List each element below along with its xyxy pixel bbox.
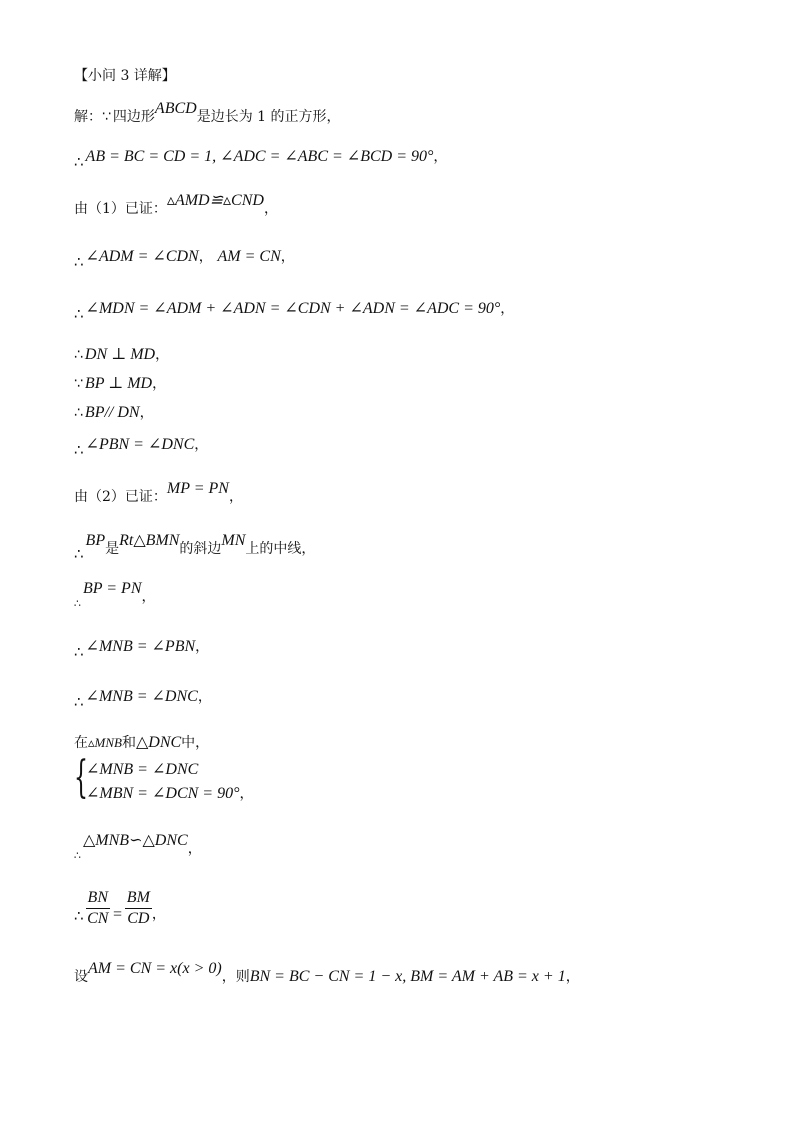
text: ，则 <box>221 969 250 985</box>
text: 是 <box>105 541 120 557</box>
line-12 <box>74 580 156 610</box>
solution-prefix: 解： <box>74 109 102 125</box>
math-expression: BP <box>85 532 106 549</box>
line-10 <box>74 480 243 507</box>
line-18 <box>74 889 166 935</box>
text: 四边形 <box>112 109 155 125</box>
punctuation: ， <box>500 301 515 317</box>
therefore-symbol: ∴ <box>74 849 81 862</box>
line-6 <box>74 344 169 365</box>
punctuation: ， <box>151 906 166 923</box>
equals-sign: = <box>112 905 123 923</box>
math-expression: BN = BC − CN = 1 − x, BM = AM + AB = x + 1 <box>249 968 566 985</box>
math-expression: DN ⊥ MD <box>84 346 156 363</box>
therefore-symbol: ∴ <box>74 347 83 363</box>
math-expression: ABCD <box>154 100 197 117</box>
line-8 <box>74 402 154 423</box>
system-line-1: ∠MNB = ∠DNC <box>86 761 199 778</box>
therefore-symbol: ∴ <box>74 305 84 323</box>
punctuation: ， <box>198 249 213 265</box>
punctuation: ， <box>197 689 212 705</box>
punctuation: ， <box>141 589 156 605</box>
denominator: CD <box>127 910 150 927</box>
system-lines <box>86 758 253 806</box>
math-expression: BP ⊥ MD <box>84 375 153 392</box>
text: 是边长为 1 的正方形， <box>196 109 341 125</box>
text: 和 <box>121 735 136 751</box>
text: 上的中线， <box>245 541 316 557</box>
math-expression: BP = PN <box>83 580 142 597</box>
line-17 <box>74 832 202 862</box>
line-2 <box>74 146 448 171</box>
punctuation: ， <box>194 437 209 453</box>
because-symbol: ∵ <box>102 109 111 125</box>
math-expression: AB = BC = CD = 1, ∠ADC = ∠ABC = ∠BCD = 90° <box>85 148 434 165</box>
math-expression: ∠MDN = ∠ADM + ∠ADN = ∠CDN + ∠ADN = ∠ADC = 90° <box>85 300 501 317</box>
line-4 <box>74 246 295 271</box>
punctuation: ， <box>239 787 254 802</box>
math-expression: ∠MBN = ∠DCN = 90° <box>86 785 240 802</box>
punctuation: ， <box>187 841 202 857</box>
fraction-bm-cd <box>125 888 152 929</box>
line-19 <box>74 960 580 987</box>
math-expression: ▵AMD≌▵CND <box>166 192 264 209</box>
punctuation: ， <box>155 347 170 363</box>
text: 在 <box>74 735 88 751</box>
line-14 <box>74 686 212 711</box>
therefore-symbol: ∴ <box>74 906 84 925</box>
punctuation: ， <box>565 969 580 985</box>
line-9 <box>74 434 209 459</box>
text: 由（1）已证： <box>74 201 167 217</box>
punctuation: ， <box>263 201 278 217</box>
line-5 <box>74 298 515 323</box>
math-expression: ∠MNB = ∠DNC <box>85 688 198 705</box>
text: 中， <box>181 735 210 751</box>
line-3 <box>74 192 278 219</box>
line-13 <box>74 636 210 661</box>
section-header: 【小问 3 详解】 <box>74 68 176 84</box>
math-expression: BP// DN <box>84 404 140 421</box>
text: 由（2）已证： <box>74 489 167 505</box>
math-expression: △DNC <box>135 734 182 751</box>
line-7 <box>74 373 166 394</box>
text: 的斜边 <box>179 541 222 557</box>
numerator: BM <box>125 888 152 909</box>
math-expression: ∠ADM = ∠CDN <box>85 248 199 265</box>
math-expression: △MNB∽△DNC <box>83 832 188 849</box>
punctuation: ， <box>433 149 448 165</box>
therefore-symbol: ∴ <box>74 545 84 563</box>
punctuation: ， <box>139 405 154 421</box>
math-expression: MN <box>221 532 246 549</box>
line-11 <box>74 532 316 563</box>
math-expression: Rt△BMN <box>119 532 180 549</box>
therefore-symbol: ∴ <box>74 253 84 271</box>
numerator: BN <box>86 888 110 909</box>
line-15 <box>74 732 209 753</box>
math-expression: ∠MNB = ∠PBN <box>85 638 196 655</box>
therefore-symbol: ∴ <box>74 405 83 421</box>
punctuation: ， <box>280 249 295 265</box>
because-symbol: ∵ <box>74 376 83 392</box>
left-brace: { <box>74 752 88 803</box>
punctuation: ， <box>152 376 167 392</box>
math-expression: MP = PN <box>166 480 229 497</box>
punctuation: ， <box>228 489 243 505</box>
text: 设 <box>74 969 88 985</box>
punctuation: ， <box>195 639 210 655</box>
system-line-2 <box>86 782 253 806</box>
denominator: CN <box>87 910 109 927</box>
therefore-symbol: ∴ <box>74 597 81 610</box>
math-expression: ▵MNB <box>88 735 122 750</box>
line-1 <box>74 100 341 127</box>
therefore-symbol: ∴ <box>74 693 84 711</box>
fraction-bn-cn <box>86 888 110 929</box>
therefore-symbol: ∴ <box>74 643 84 661</box>
math-expression: AM = CN = x(x > 0) <box>88 960 222 977</box>
therefore-symbol: ∴ <box>74 441 84 459</box>
math-expression: ∠PBN = ∠DNC <box>85 436 195 453</box>
therefore-symbol: ∴ <box>74 153 84 171</box>
math-expression: AM = CN <box>217 248 281 265</box>
